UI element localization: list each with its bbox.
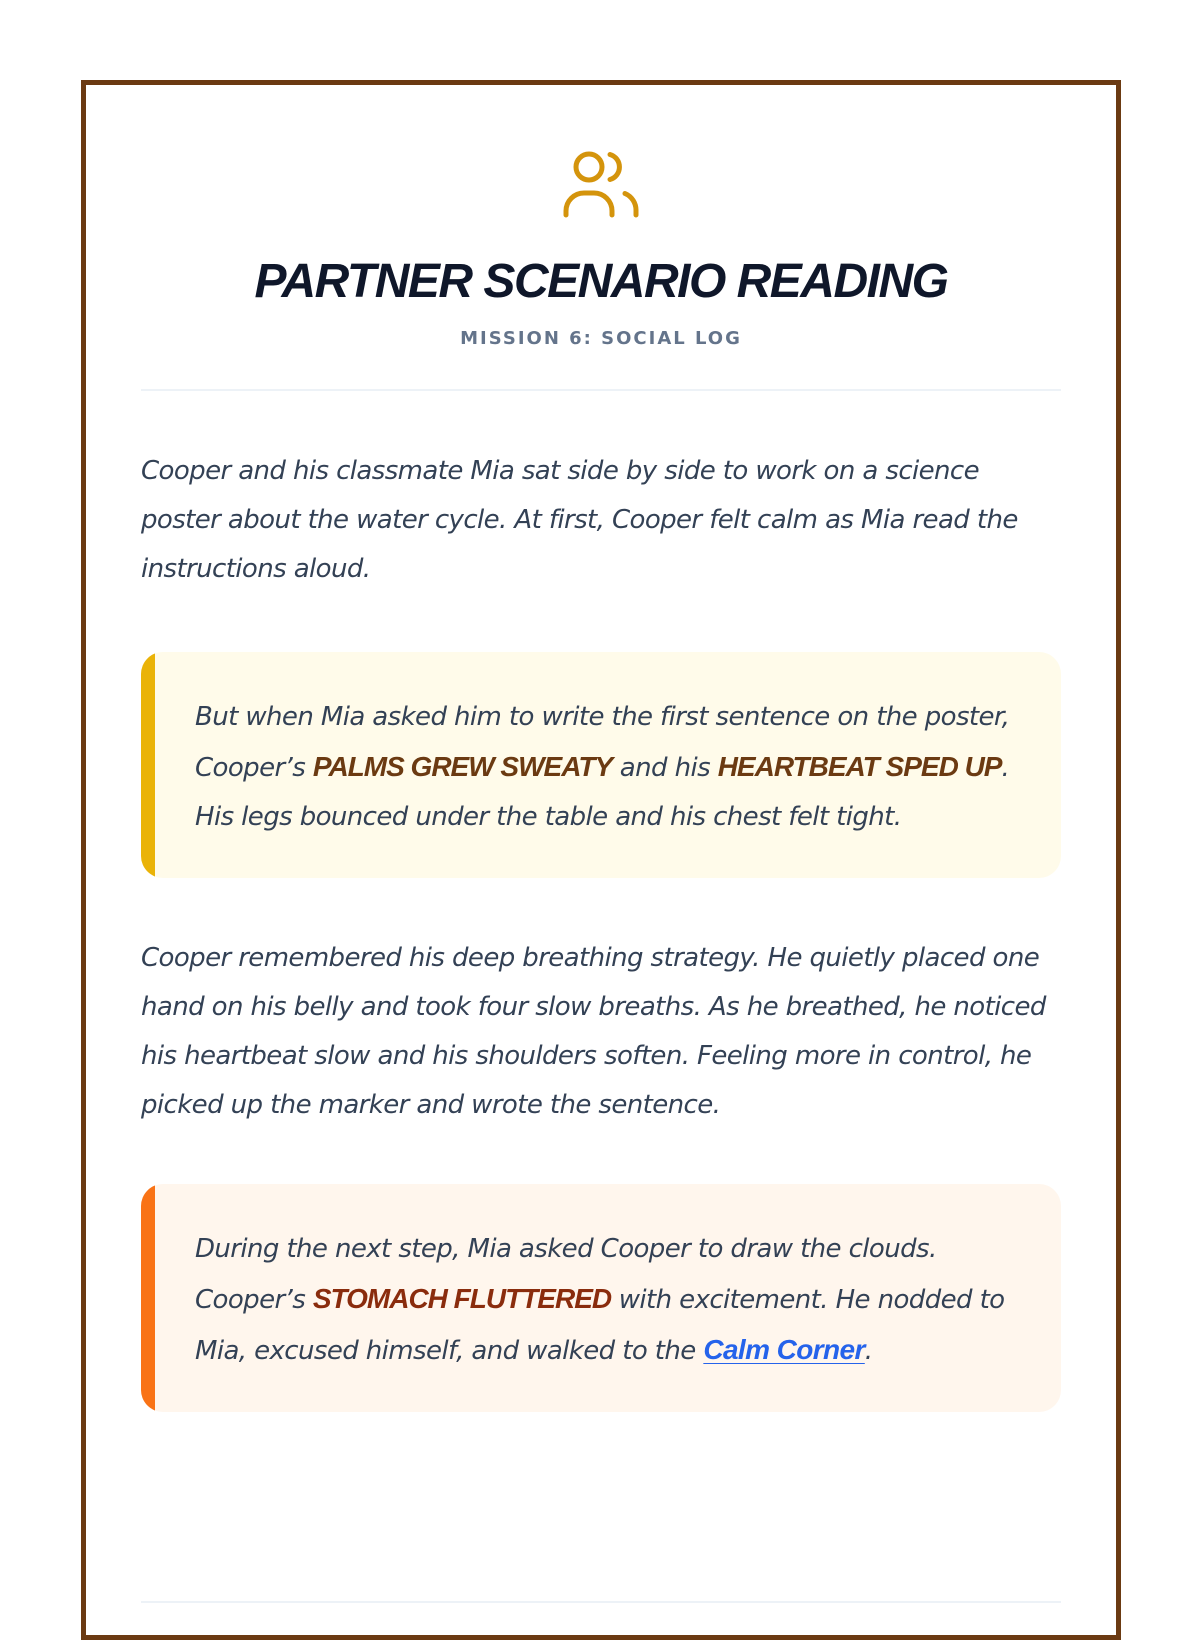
footer-divider [141,1601,1061,1603]
callout-text: . His legs bounced under the table and his chest felt tight. [195,753,1010,832]
scenario-card [81,80,1121,1640]
callout-text: . [864,1336,873,1366]
users-icon [563,149,639,221]
strategy-paragraph: Cooper remembered his deep breathing strategy. He quietly placed one hand on his belly and took four slow breaths. As he breathed, he noticed his heartbeat slow and his shoulders soften. Feeling more in control, he picked up the marker and wrote the sentence. [141,943,1046,1120]
story-content [86,447,1116,1412]
callout-text: and his [612,753,718,783]
intro-paragraph: Cooper and his classmate Mia sat side by side to work on a science poster about the water cycle. At first, Cooper felt calm as Mia read the instructions aloud. [141,456,1018,584]
callout-accent-bar [141,652,155,878]
emphasis-heartbeat: HEARTBEAT SPED UP [717,751,1002,782]
page-title: PARTNER SCENARIO READING [254,255,948,308]
emphasis-stomach: STOMACH FLUTTERED [312,1283,612,1314]
callout-text: During the next step, Mia asked Cooper to draw the clouds. Cooper’s [195,1234,937,1315]
excitement-callout [141,1184,1061,1412]
card-header [86,85,1116,349]
calm-corner-link[interactable]: Calm Corner [703,1334,865,1365]
callout-text: But when Mia asked him to write the first sentence on the poster, Cooper’s [195,702,1010,783]
callout-paragraph [195,693,1021,842]
emphasis-palms: PALMS GREW SWEATY [312,751,613,782]
body-signals-callout [141,652,1061,878]
callout-text: with excitement. He nodded to Mia, excused himself, and walked to the [195,1285,1005,1366]
header-divider [141,389,1061,391]
callout-accent-bar [141,1184,155,1412]
mission-subtitle: MISSION 6: SOCIAL LOG [460,328,742,349]
callout-paragraph [195,1225,1021,1376]
